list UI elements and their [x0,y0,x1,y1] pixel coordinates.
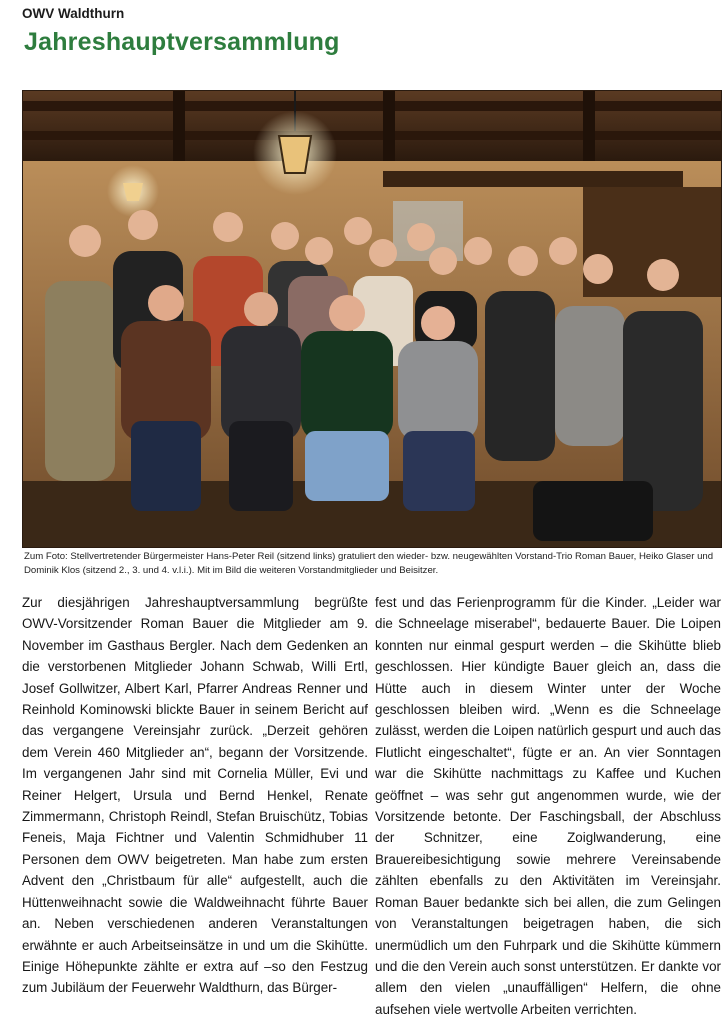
group-photo [22,90,722,548]
article-body-right: fest und das Ferienprogramm für die Kinder. „Leider war die Schneelage miserabel“, bedauerte Bauer. Die Loipen konnten nur einmal gespurt werden – die Skihütte blieb geschlossen. Hier kündigte Bauer gleich an, dass die Hütte auch in diesem Winter unter der Woche geschlossen bleiben wird. „Wenn es die Schneelage zulässt, werden die Loipen natürlich gespurt und auch das Flutlicht eingeschaltet“, fügte er an. An vier Sonntagen war die Skihütte nachmittags zu Kaffee und Kuchen geöffnet – was sehr gut angenommen wurde, wie der Vorsitzende betonte. Der Faschingsball, der Abschluss der Schnitzer, eine Zoiglwanderung, eine Brauereibesichtigung sowie mehrere Vereinsabende zählten ebenfalls zu den Aktivitäten im Vereinsjahr. Roman Bauer bedankte sich bei allen, die zum Gelingen von Veranstaltungen beigetragen haben, die sich unermüdlich um den Fuhrpark und die Skihütte kümmern und die den Verein auch sonst unterstützen. Er dankte vor allem den vielen „unauffälligen“ Helfern, die ohne aufsehen viele wertvolle Arbeiten verrichten. [375,595,721,1017]
page-title: Jahreshauptversammlung [24,28,340,56]
article-column-left [22,592,368,999]
section-kicker: OWV Waldthurn [22,6,125,21]
article-column-right [375,592,721,1020]
article-body-left: Zur diesjährigen Jahreshauptversammlung begrüßte OWV-Vorsitzender Roman Bauer die Mitglieder am 9. November im Gasthaus Bergler. Nach dem Gedenken an die verstorbenen Mitglieder Johann Schwab, Willi Ertl, Josef Gollwitzer, Albert Karl, Pfarrer Andreas Renner und Reinhold Kominowski blickte Bauer in seinem Bericht auf das vergangene Vereinsjahr zurück. „Derzeit gehören dem Verein 460 Mitglieder an“, begann der Vorsitzende. Im vergangenen Jahr sind mit Cornelia Müller, Evi und Reiner Helgert, Ursula und Bernd Henkel, Renate Zimmermann, Christoph Reindl, Stefan Bruischütz, Tobias Feneis, Maja Fichtner und Valentin Schmidhuber 11 Personen dem OWV beigetreten. Man habe zum ersten Advent den „Christbaum für alle“ aufgestellt, auch die Hüttenweihnacht sowie die Waldweihnacht führte Bauer an. Neben verschiedenen anderen Veranstaltungen erwähnte er auch Arbeitseinsätze in und um die Skihütte. Einige Höhepunkte zählte er extra auf –so den Festzug zum Jubiläum der Feuerwehr Waldthurn, das Bürger- [22,595,368,996]
photo-caption: Zum Foto: Stellvertretender Bürgermeister Hans-Peter Reil (sitzend links) gratuliert den wieder- bzw. neugewählten Vorstand-Trio Roman Bauer, Heiko Glaser und Dominik Klos (sitzend 2., 3. und 4. v.l.i.). Mit im Bild die weiteren Vorstandmitglieder und Beisitzer. [24,551,714,576]
